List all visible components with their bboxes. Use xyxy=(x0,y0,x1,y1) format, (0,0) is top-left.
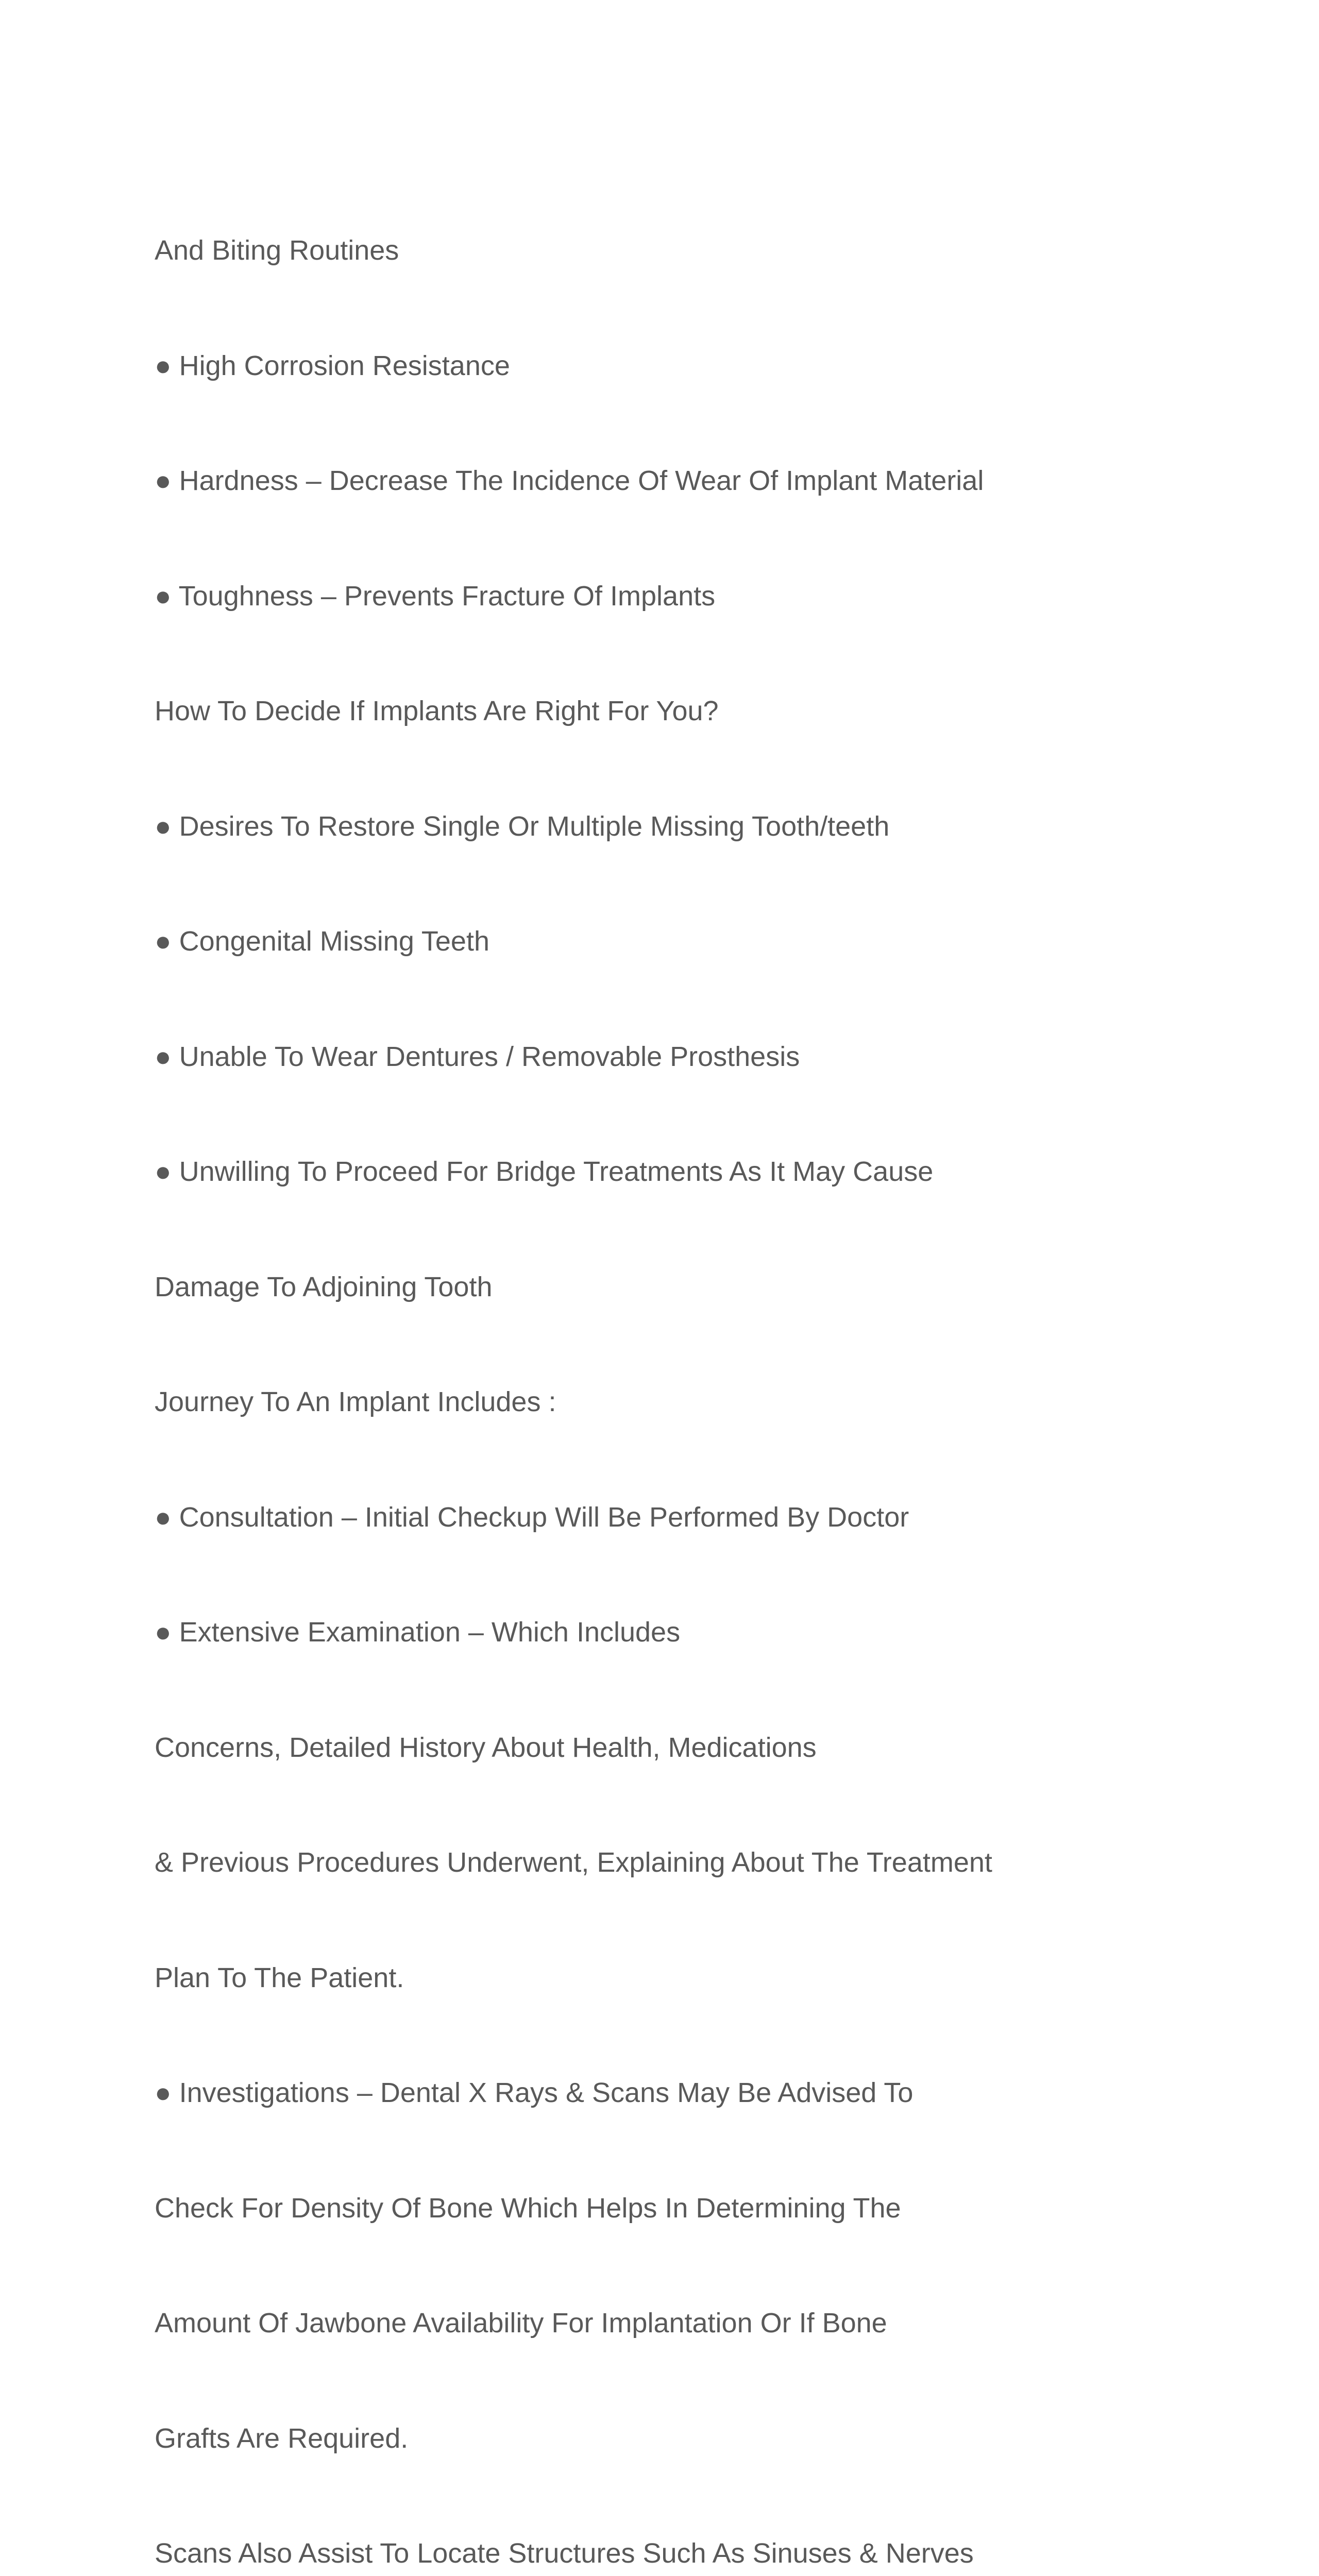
bullet-line: ● Hardness – Decrease The Incidence Of Wear Of Implant Material xyxy=(155,465,984,496)
section-heading: Journey To An Implant Includes : xyxy=(155,1386,556,1417)
bullet-line: ● Investigations – Dental X Rays & Scans May Be Advised To xyxy=(155,2077,914,2108)
text-line: Plan To The Patient. xyxy=(155,1962,404,1993)
text-line: Check For Density Of Bone Which Helps In Determining The xyxy=(155,2192,901,2224)
bullet-line: ● Unwilling To Proceed For Bridge Treatments As It May Cause xyxy=(155,1156,934,1187)
bullet-line: ● Desires To Restore Single Or Multiple Missing Tooth/teeth xyxy=(155,810,890,842)
bullet-line: ● Consultation – Initial Checkup Will Be Performed By Doctor xyxy=(155,1501,909,1533)
text-line: Concerns, Detailed History About Health, Medications xyxy=(155,1732,817,1763)
bullet-line: ● Congenital Missing Teeth xyxy=(155,926,489,957)
bullet-line: ● High Corrosion Resistance xyxy=(155,350,510,381)
bullet-line: ● Unable To Wear Dentures / Removable Prosthesis xyxy=(155,1041,800,1072)
text-line: Scans Also Assist To Locate Structures Such As Sinuses & Nerves xyxy=(155,2538,974,2569)
text-line: & Previous Procedures Underwent, Explaining About The Treatment xyxy=(155,1847,992,1878)
bullet-line: ● Extensive Examination – Which Includes xyxy=(155,1617,681,1648)
text-line: And Biting Routines xyxy=(155,235,399,266)
section-heading: How To Decide If Implants Are Right For You? xyxy=(155,696,719,726)
text-line: Damage To Adjoining Tooth xyxy=(155,1271,493,1302)
text-line: Amount Of Jawbone Availability For Implantation Or If Bone xyxy=(155,2308,887,2338)
document-body xyxy=(155,155,1185,2576)
text-line: Grafts Are Required. xyxy=(155,2422,409,2454)
bullet-line: ● Toughness – Prevents Fracture Of Implants xyxy=(155,580,716,612)
